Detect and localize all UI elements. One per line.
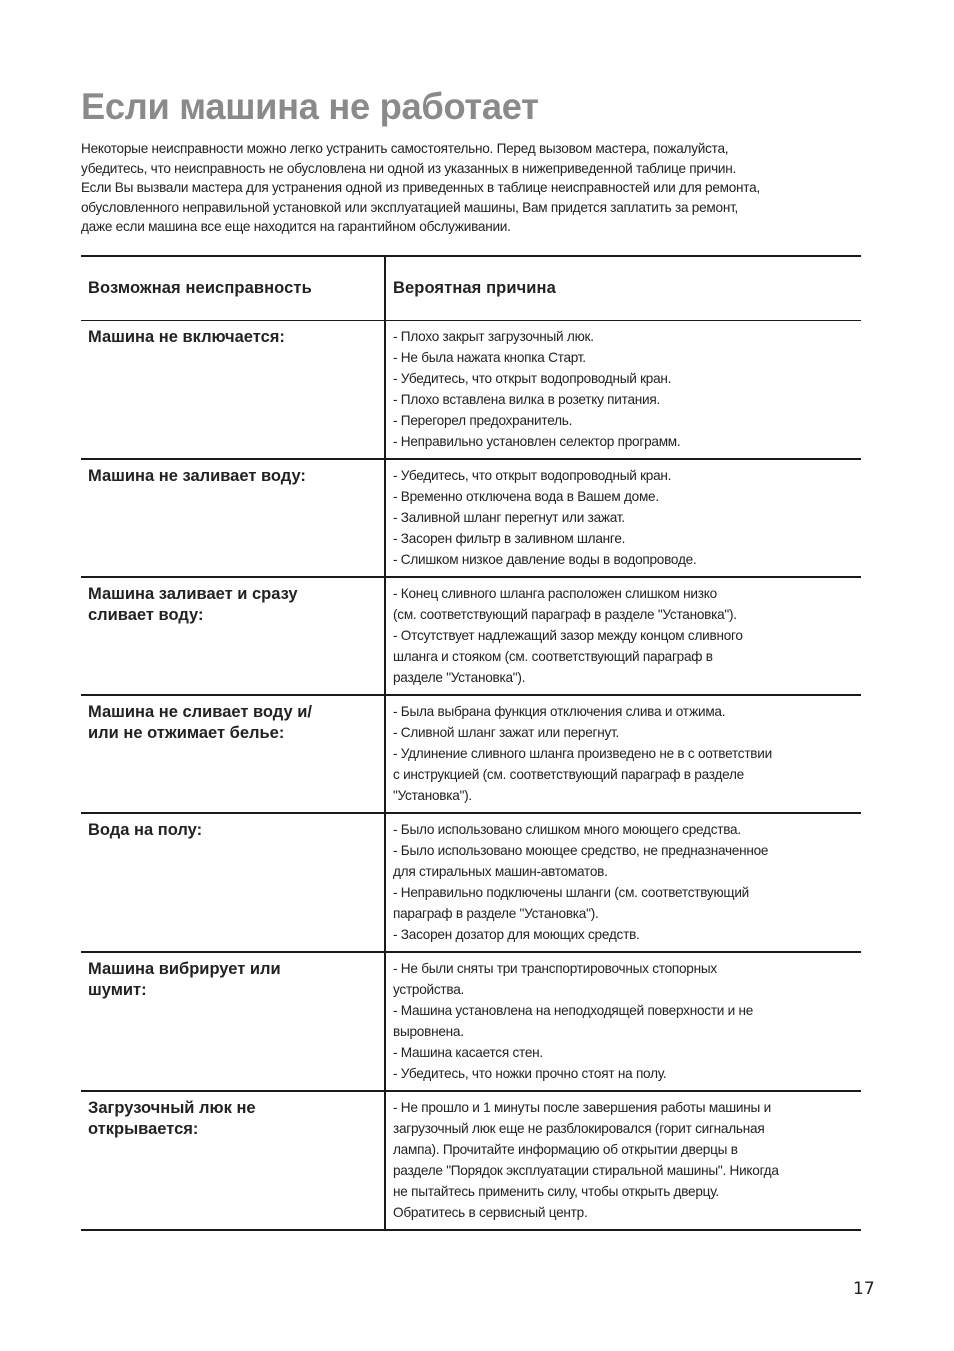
cause-text: - Слишком низкое давление воды в водопроводе. [393,552,697,567]
cause-text: - Не прошло и 1 минуты после завершения работы машины и [393,1100,771,1115]
cause-text: Обратитесь в сервисный центр. [393,1205,588,1220]
problem-cell [81,1091,385,1230]
cause-text: для стиральных машин-автоматов. [393,864,608,879]
intro-line: убедитесь, что неисправность не обусловлена ни одной из указанных в нижеприведенной таблице причин. [81,160,737,176]
cause-text: устройства. [393,982,465,997]
cause-text: - Убедитесь, что открыт водопроводный кран. [393,468,672,483]
problem-text: открывается: [88,1120,199,1138]
table-row [81,695,861,813]
cause-text: - Временно отключена вода в Вашем доме. [393,489,659,504]
cause-text: - Не была нажата кнопка Старт. [393,350,586,365]
cause-text: - Неправильно подключены шланги (см. соответствующий [393,885,750,900]
problem-cell [81,321,385,460]
problem-text: Вода на полу: [88,821,203,839]
cause-text: - Удлинение сливного шланга произведено не в с оответствии [393,746,772,761]
cause-cell [385,321,861,460]
cause-cell [385,813,861,952]
cause-text: - Убедитесь, что ножки прочно стоят на полу. [393,1066,667,1081]
problem-text: Машина не включается: [88,328,285,346]
cause-text: разделе "Установка"). [393,670,526,685]
table-header-row [81,256,861,321]
cause-text: с инструкцией (см. соответствующий параграф в разделе [393,767,744,782]
cause-text: - Было использовано слишком много моющего средства. [393,822,741,837]
problem-text: Машина не сливает воду и/ [88,703,312,721]
table-row [81,459,861,577]
table-row [81,952,861,1091]
table-row [81,1091,861,1230]
cause-text: - Сливной шланг зажат или перегнут. [393,725,620,740]
cause-text: - Плохо закрыт загрузочный люк. [393,329,594,344]
cause-text: - Засорен дозатор для моющих средств. [393,927,640,942]
cause-cell [385,952,861,1091]
cause-text: - Плохо вставлена вилка в розетку питания. [393,392,661,407]
cause-text: (см. соответствующий параграф в разделе "Установка"). [393,607,737,622]
table-row [81,577,861,695]
cause-text: - Неправильно установлен селектор программ. [393,434,681,449]
cause-text: - Была выбрана функция отключения слива и отжима. [393,704,726,719]
page-number: 17 [853,1279,875,1299]
cause-text: шланга и стояком (см. соответствующий параграф в [393,649,713,664]
cause-text: - Не были сняты три транспортировочных стопорных [393,961,717,976]
cause-text: разделе "Порядок эксплуатации стиральной машины". Никогда [393,1163,779,1178]
table-row [81,813,861,952]
cause-text: - Отсутствует надлежащий зазор между концом сливного [393,628,743,643]
intro-paragraph [81,139,881,237]
problem-text: Машина не заливает воду: [88,467,306,485]
cause-text: параграф в разделе "Установка"). [393,906,599,921]
problem-text: Машина заливает и сразу [88,585,298,603]
cause-cell [385,1091,861,1230]
cause-text: - Засорен фильтр в заливном шланге. [393,531,626,546]
cause-text: лампа). Прочитайте информацию об открытии дверцы в [393,1142,738,1157]
cause-cell [385,459,861,577]
intro-line: даже если машина все еще находится на гарантийном обслуживании. [81,219,511,234]
cause-text: - Конец сливного шланга расположен слишком низко [393,586,717,601]
table-row [81,321,861,460]
problem-cell [81,813,385,952]
cause-text: "Установка"). [393,788,472,803]
page-title: Если машина не работает [81,86,539,127]
cause-text: выровнена. [393,1024,464,1039]
header-problem: Возможная неисправность [88,279,312,297]
cause-cell [385,695,861,813]
cause-text: - Заливной шланг перегнут или зажат. [393,510,625,525]
problem-text: Загрузочный люк не [88,1099,256,1117]
problem-cell [81,695,385,813]
header-cause: Вероятная причина [385,256,861,321]
cause-text: - Перегорел предохранитель. [393,413,573,428]
cause-cell [385,577,861,695]
intro-line: обусловленного неправильной установкой или эксплуатацией машины, Вам придется заплатить за ремонт, [81,199,739,215]
problem-cell [81,459,385,577]
problem-cell [81,577,385,695]
cause-text: - Машина установлена на неподходящей поверхности и не [393,1003,754,1018]
troubleshooting-table [81,255,861,1231]
problem-cell [81,952,385,1091]
cause-text: - Было использовано моющее средство, не предназначенное [393,843,769,858]
cause-text: - Убедитесь, что открыт водопроводный кран. [393,371,672,386]
problem-text: Машина вибрирует или [88,960,281,978]
table-body [81,321,861,1231]
intro-line: Некоторые неисправности можно легко устранить самостоятельно. Перед вызовом мастера, пожалуйста, [81,141,729,156]
intro-line: Если Вы вызвали мастера для устранения одной из приведенных в таблице неисправностей или для ремонта, [81,180,760,195]
cause-text: - Машина касается стен. [393,1045,543,1060]
cause-text: загрузочный люк еще не разблокировался (горит сигнальная [393,1121,765,1136]
problem-text: или не отжимает белье: [88,724,285,742]
cause-text: не пытайтесь применить силу, чтобы открыть дверцу. [393,1184,719,1199]
problem-text: шумит: [88,981,147,999]
problem-text: сливает воду: [88,606,204,624]
